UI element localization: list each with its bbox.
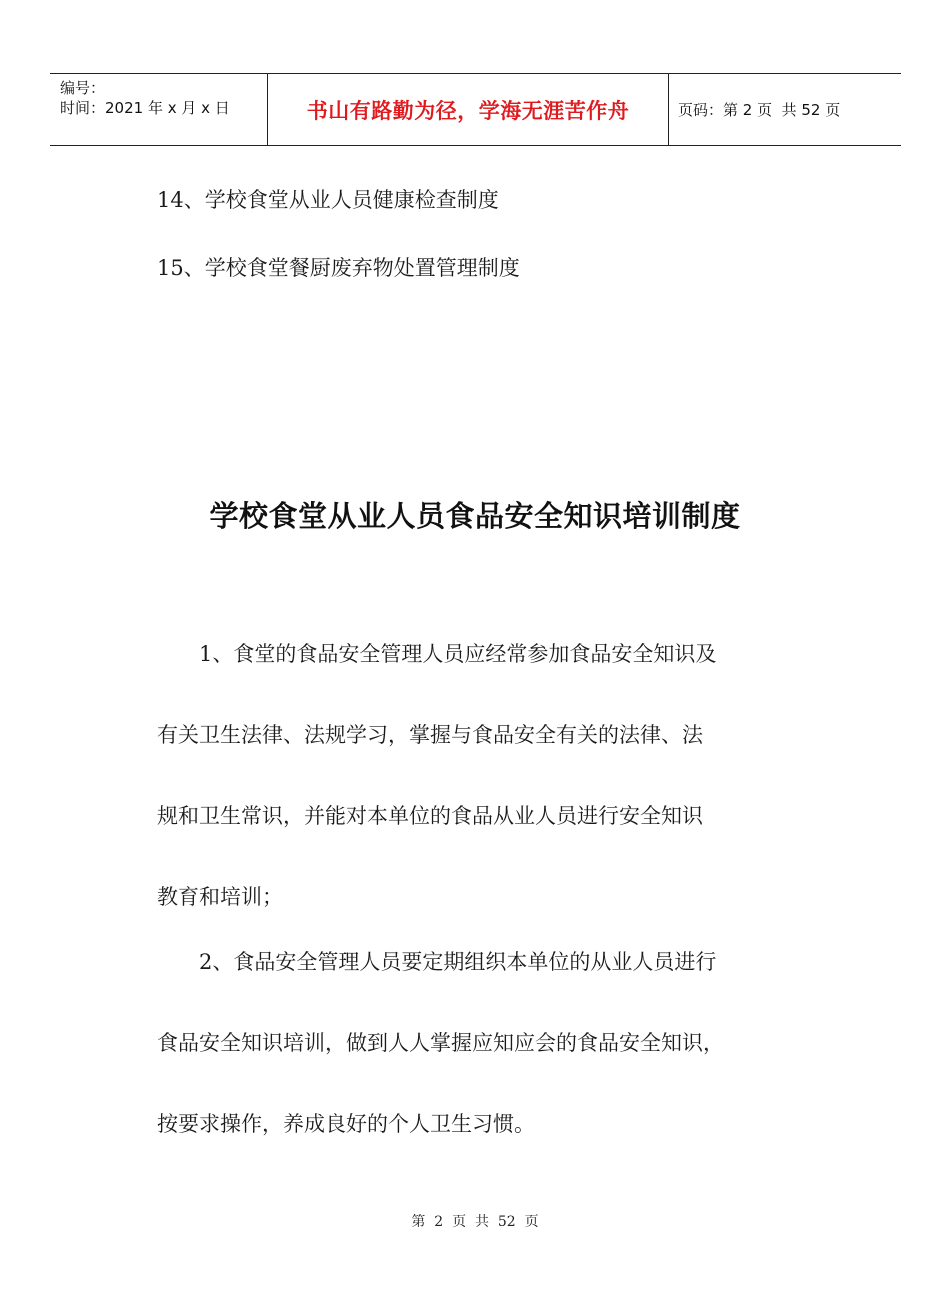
page-footer: 第 2 页 共 52 页	[411, 1214, 539, 1230]
header-number-label: 编号：	[60, 79, 106, 97]
header-time-label: 时间：2021 年 x 月 x 日	[60, 99, 230, 117]
paragraph-line: 1、食堂的食品安全管理人员应经常参加食品安全知识及	[199, 642, 717, 666]
toc-item: 14、学校食堂从业人员健康检查制度	[157, 188, 499, 212]
paragraph-line: 有关卫生法律、法规学习，掌握与食品安全有关的法律、法	[157, 723, 703, 747]
header-meta	[60, 78, 230, 118]
header-motto: 书山有路勤为径，学海无涯苦作舟	[306, 98, 630, 123]
paragraph-line: 规和卫生常识，并能对本单位的食品从业人员进行安全知识	[157, 804, 703, 828]
page-header	[50, 73, 901, 146]
header-divider	[668, 74, 669, 145]
toc-item: 15、学校食堂餐厨废弃物处置管理制度	[157, 256, 520, 280]
paragraph-line: 按要求操作，养成良好的个人卫生习惯。	[157, 1112, 535, 1136]
paragraph-line: 食品安全知识培训，做到人人掌握应知应会的食品安全知识，	[157, 1031, 724, 1055]
paragraph-line: 2、食品安全管理人员要定期组织本单位的从业人员进行	[199, 950, 717, 974]
paragraph-line: 教育和培训；	[157, 885, 283, 909]
document-title: 学校食堂从业人员食品安全知识培训制度	[209, 499, 741, 533]
header-page-info: 页码：第 2 页 共 52 页	[678, 101, 841, 119]
